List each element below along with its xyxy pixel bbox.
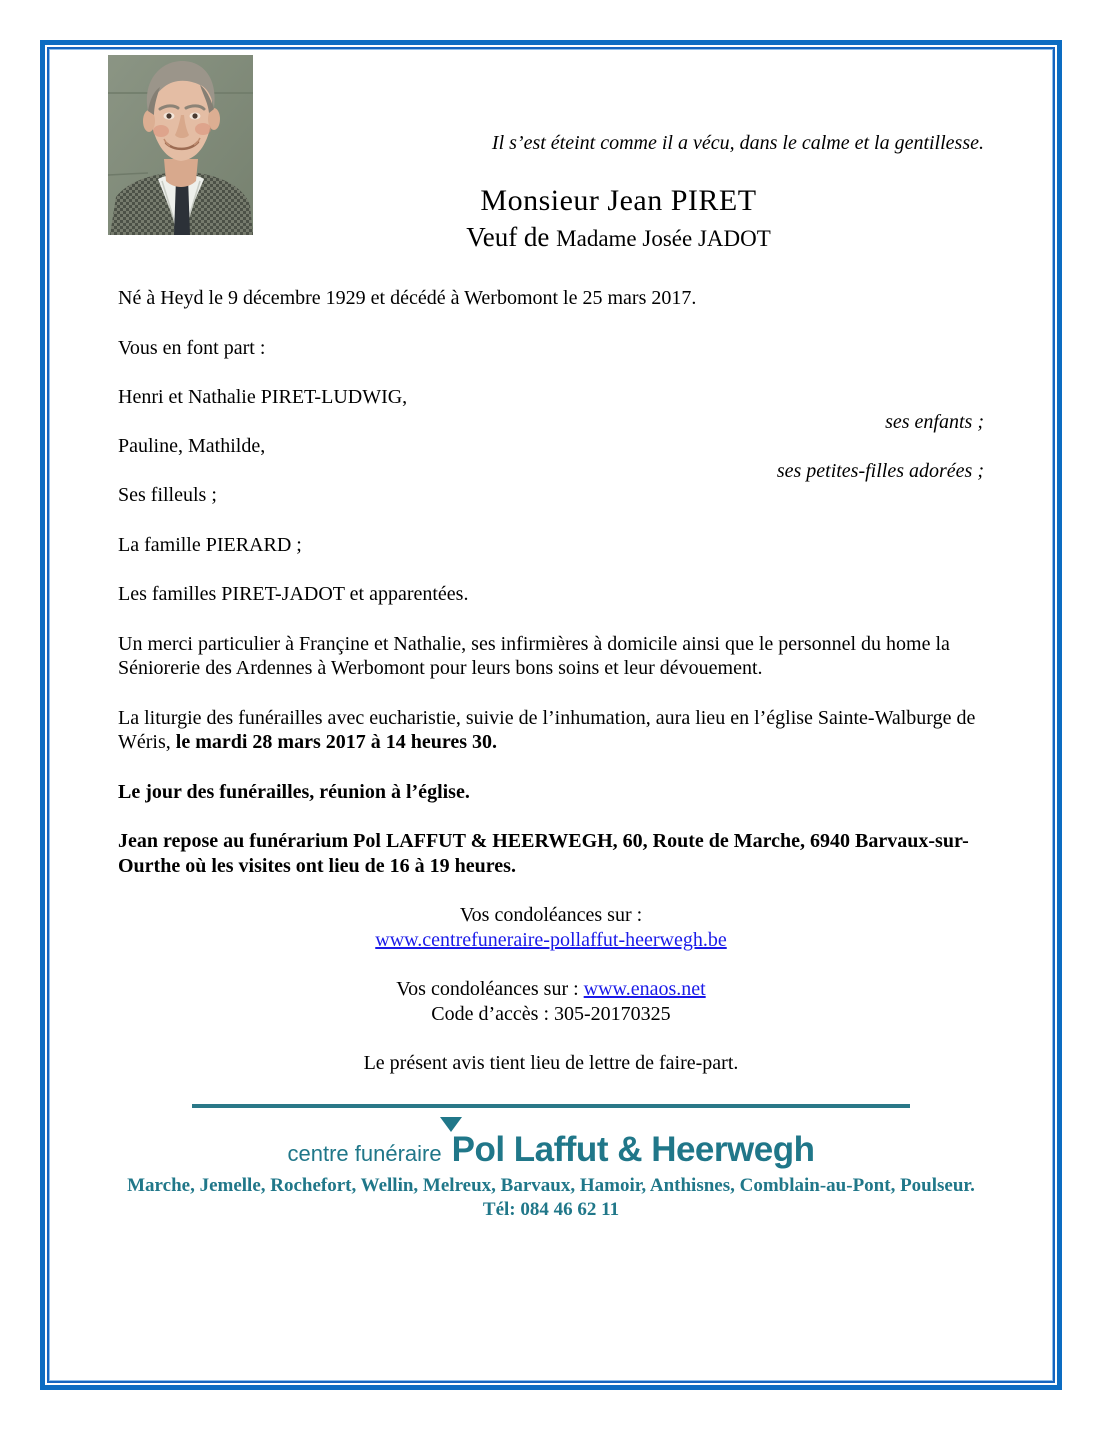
- epitaph-quote: Il s’est éteint comme il a vécu, dans le calme et la gentillesse.: [491, 132, 984, 154]
- liturgy-paragraph: [118, 706, 984, 755]
- family-granddaughters-names: Pauline, Mathilde,: [118, 435, 266, 457]
- repose-paragraph: Jean repose au funérarium Pol LAFFUT & HEERWEGH, 60, Route de Marche, 6940 Barvaux-sur-Ourthe où les visites ont lieu de 16 à 19 heures.: [118, 830, 969, 877]
- header: [118, 55, 984, 258]
- footer-divider-rule: [192, 1104, 910, 1108]
- funeral-home-cities: Marche, Jemelle, Rochefort, Wellin, Melreux, Barvaux, Hamoir, Anthisnes, Comblain-au-Pont, Poulseur.: [127, 1174, 975, 1196]
- logo-small-text: centre funéraire: [287, 1140, 442, 1166]
- widower-subtitle-prefix: Veuf de: [466, 222, 557, 252]
- notice-content: [45, 45, 1057, 1385]
- family-children-role: ses enfants ;: [885, 410, 984, 433]
- logo-large-text: [452, 1130, 815, 1170]
- liturgy-date-bold: le mardi 28 mars 2017 à 14 heures 30.: [175, 731, 498, 753]
- family-granddaughters-role: ses petites-filles adorées ;: [776, 459, 984, 482]
- liturgy-text: La liturgie des funérailles avec eucharistie, suivie de l’inhumation, aura lieu en l’église Sainte-Walburge de Wéris,: [118, 706, 976, 753]
- reunion-line: Le jour des funérailles, réunion à l’église.: [118, 780, 470, 803]
- condolences-label-2: Vos condoléances sur :: [396, 978, 584, 1000]
- deceased-name-title: Monsieur Jean PIRET: [480, 184, 757, 217]
- family-children-names: Henri et Nathalie PIRET-LUDWIG,: [118, 386, 408, 408]
- header-text: [253, 55, 984, 258]
- widower-subtitle-name: Madame Josée JADOT: [556, 226, 771, 251]
- portrait-photo-illustration: [108, 55, 253, 235]
- funeral-home-logo: [118, 1130, 984, 1170]
- family-piret-jadot-line: Les familles PIRET-JADOT et apparentées.: [118, 583, 469, 605]
- decorative-border-frame: [40, 40, 1062, 1390]
- faire-part-notice-line: Le présent avis tient lieu de lettre de faire-part.: [363, 1052, 739, 1074]
- widower-subtitle: [253, 221, 984, 258]
- portrait-photo: [108, 55, 253, 235]
- logo-large-label: Pol Laffut & Heerwegh: [451, 1129, 815, 1169]
- thanks-paragraph: Un merci particulier à Françine et Nathalie, ses infirmières à domicile ainsi que le personnel du home la Séniorerie des Ardennes à Werbomont pour leurs bons soins et leur dévouement.: [118, 632, 950, 679]
- enaos-website-link[interactable]: www.enaos.net: [583, 978, 706, 1000]
- notice-body: [118, 286, 984, 1076]
- announce-line: Vous en font part :: [118, 336, 266, 359]
- funeral-home-phone: Tél: 084 46 62 11: [482, 1198, 620, 1220]
- access-code-line: Code d’accès : 305-20170325: [431, 1002, 671, 1025]
- birth-death-line: Né à Heyd le 9 décembre 1929 et décédé à Werbomont le 25 mars 2017.: [118, 287, 697, 309]
- family-godchildren-line: Ses filleuls ;: [118, 484, 217, 506]
- funeral-home-website-link[interactable]: www.centrefuneraire-pollaffut-heerwegh.be: [375, 928, 727, 951]
- logo-triangle-icon: [440, 1117, 462, 1132]
- family-pierard-line: La famille PIERARD ;: [118, 533, 302, 556]
- condolences-link-1-line: [118, 928, 984, 953]
- condolences-line-2: [118, 977, 984, 1002]
- condolences-label-1: Vos condoléances sur :: [459, 904, 643, 926]
